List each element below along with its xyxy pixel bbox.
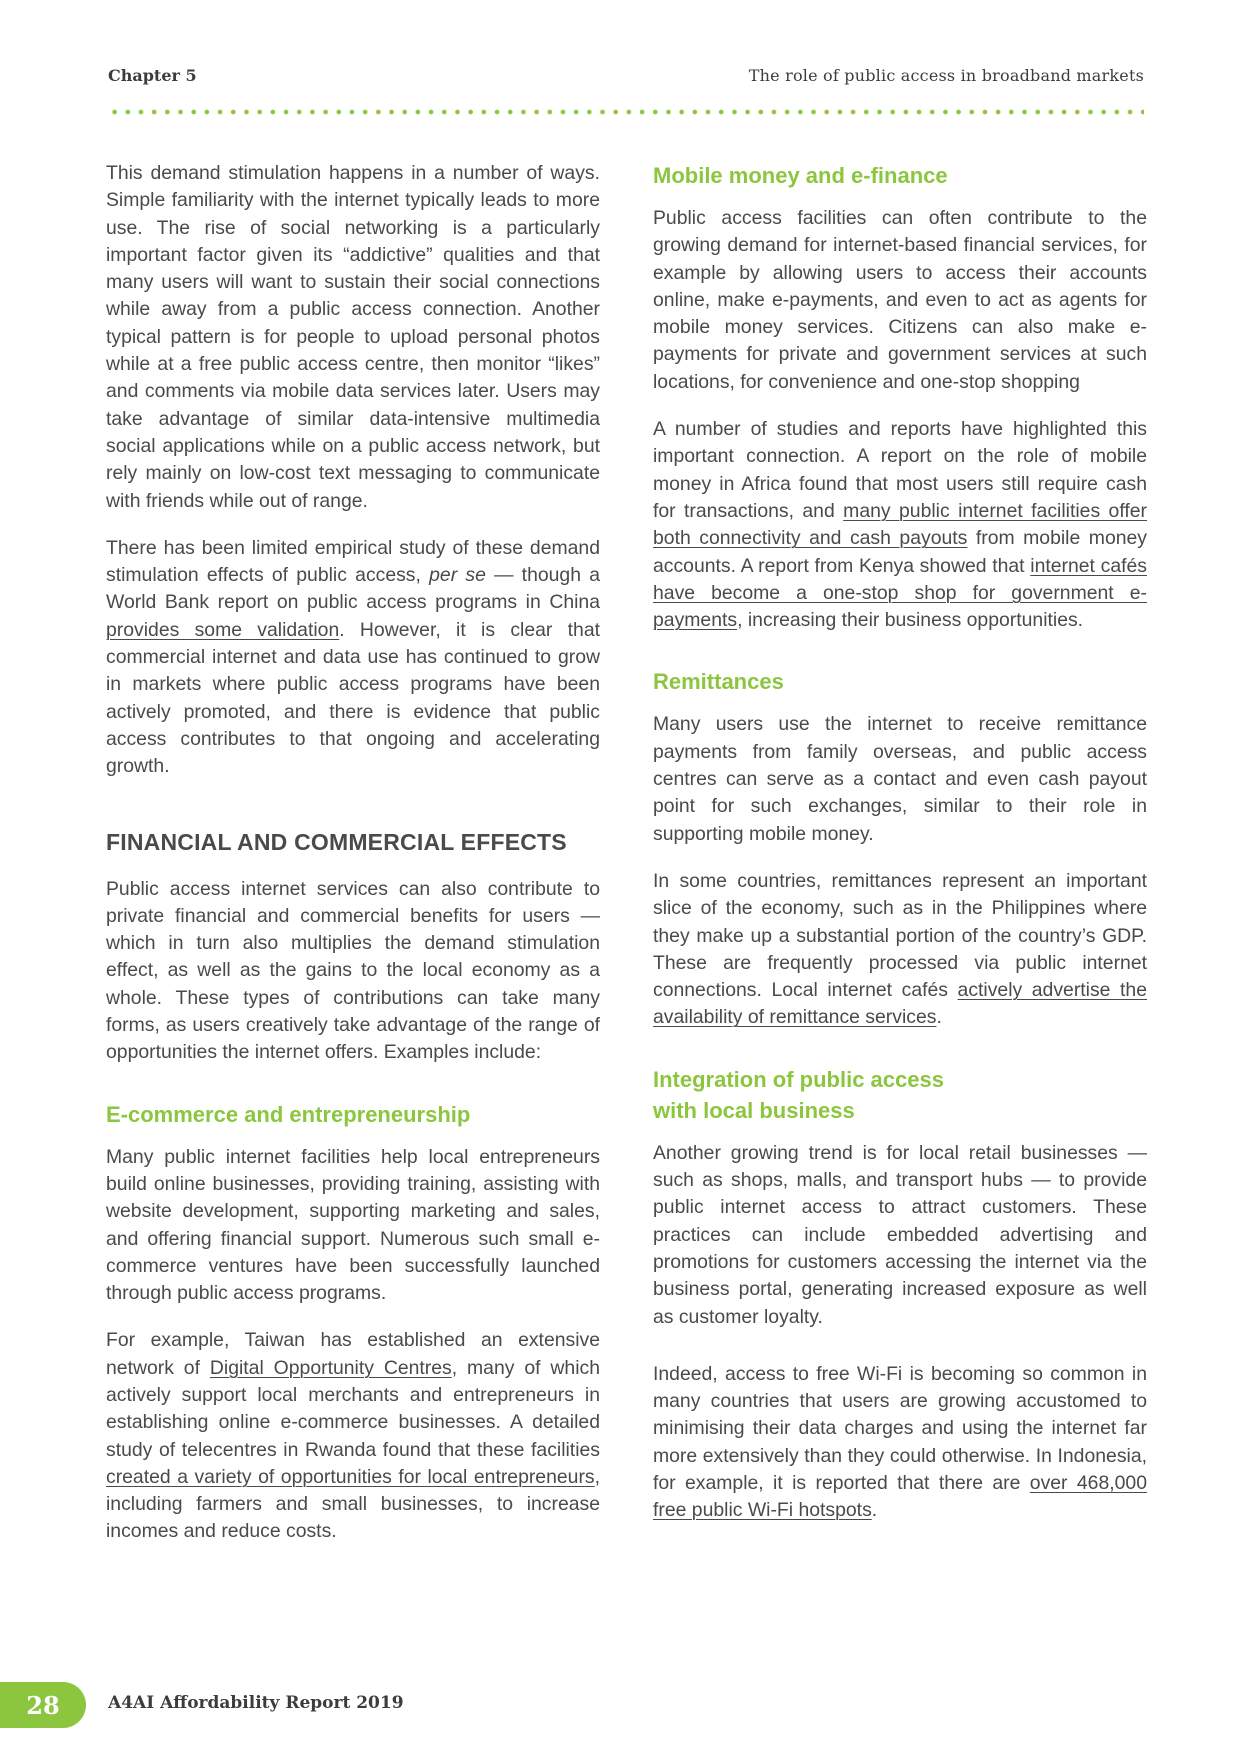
link-wifi-hotspots[interactable]: over 468,000 free public Wi-Fi hotspots [653, 1471, 1147, 1522]
link-digital-opportunity-centres[interactable]: Digital Opportunity Centres [209, 1356, 452, 1379]
footer-publication: A4AI Affordability Report 2019 [108, 1693, 404, 1713]
left-column [106, 160, 600, 1566]
right-column [653, 160, 1147, 1545]
paragraph: A number of studies and reports have highlighted this important connection. A report on the role of mobile money in Africa found that most users still require cash for transactions, and many public internet facilities offer both connectivity and cash payouts from mobile money accounts. A report from Kenya showed that internet cafés have become a one-stop shop for government e-payments, increasing their business opportunities. [653, 418, 1148, 632]
paragraph: Many public internet facilities help local entrepreneurs build online businesses, providing training, assisting with website development, supporting marketing and sales, and offering financial support. Numerous such small e-commerce ventures have been successfully launched through public access programs. [106, 1145, 600, 1305]
paragraph: Indeed, access to free Wi-Fi is becoming so common in many countries that users are growing accustomed to minimising their data charges and using the internet far more extensively than they could otherwise. In Indonesia, for example, it is reported that there are over 468,000 free public Wi-Fi hotspots. [653, 1362, 1147, 1522]
subheading-integration: Integration of public access with local business [653, 1066, 944, 1123]
paragraph: Another growing trend is for local retail businesses — such as shops, malls, and transport hubs — to provide public internet access to attract customers. These practices can include embedded advertising and promotions for customers accessing the internet via the business portal, generating increased exposure as well as customer loyalty. [653, 1141, 1147, 1328]
subheading-mobile-money: Mobile money and e-finance [653, 163, 948, 188]
section-heading: FINANCIAL AND COMMERCIAL EFFECTS [106, 828, 567, 855]
paragraph: There has been limited empirical study of these demand stimulation effects of public access, per se — though a World Bank report on public access programs in China provides some validation. However, it is clear that commercial internet and data use has continued to grow in markets where public access programs have been actively promoted, and there is evidence that public access contributes to that ongoing and accelerating growth. [106, 536, 600, 778]
paragraph: Public access internet services can also contribute to private financial and commercial benefits for users — which in turn also multiplies the demand stimulation effect, as well as the gains to the local economy as a whole. These types of contributions can take many forms, as users creatively take advantage of the range of opportunities the internet offers. Examples include: [106, 877, 600, 1064]
paragraph: For example, Taiwan has established an extensive network of Digital Opportunity Centres, many of which actively support local merchants and entrepreneurs in establishing online e-commerce businesses. A detailed study of telecentres in Rwanda found that these facilities created a variety of opportunities for local entrepreneurs, including farmers and small businesses, to increase incomes and reduce costs. [106, 1329, 601, 1543]
link-remittance-services[interactable]: actively advertise the availability of remittance services [653, 979, 1147, 1029]
subheading-remittances: Remittances [653, 669, 784, 695]
running-title: The role of public access in broadband markets [748, 66, 1144, 85]
link-world-bank-validation[interactable]: provides some validation [106, 618, 340, 641]
link-kenya-e-payments[interactable]: internet cafés have become a one-stop shop for government e-payments [653, 554, 1147, 632]
paragraph: In some countries, remittances represent an important slice of the economy, such as in the Philippines where they make up a substantial portion of the country’s GDP. These are frequently processed via public internet connections. Local internet cafés actively advertise the availability of remittance services. [653, 869, 1147, 1029]
link-cash-payouts[interactable]: many public internet facilities offer both connectivity and cash payouts [653, 499, 1148, 550]
link-rwanda-opportunities[interactable]: created a variety of opportunities for local entrepreneurs [106, 1465, 595, 1488]
paragraph: Public access facilities can often contribute to the growing demand for internet-based financial services, for example by allowing users to access their accounts online, make e-payments, and even to act as agents for mobile money services. Citizens can also make e-payments for private and government services at such locations, for convenience and one-stop shopping [653, 207, 1147, 393]
paragraph: This demand stimulation happens in a number of ways. Simple familiarity with the internet typically leads to more use. The rise of social networking is a particularly important factor given its “addictive” qualities and that many users will want to sustain their social connections while away from a public access connection. Another typical pattern is for people to upload personal photos while at a free public access centre, then monitor “likes” and comments via mobile data services later. Users may take advantage of similar data-intensive multimedia social applications while on a public access network, but rely mainly on low-cost text messaging to communicate with friends while out of range. [106, 162, 600, 512]
chapter-label: Chapter 5 [108, 66, 197, 85]
subheading-ecommerce: E-commerce and entrepreneurship [106, 1101, 471, 1127]
page-number-badge: 28 [0, 1682, 86, 1728]
dotted-divider [108, 108, 1144, 116]
paragraph: Many users use the internet to receive remittance payments from family overseas, and public access centres can serve as a contact and even cash payout point for such exchanges, similar to their role in supporting mobile money. [653, 713, 1147, 845]
